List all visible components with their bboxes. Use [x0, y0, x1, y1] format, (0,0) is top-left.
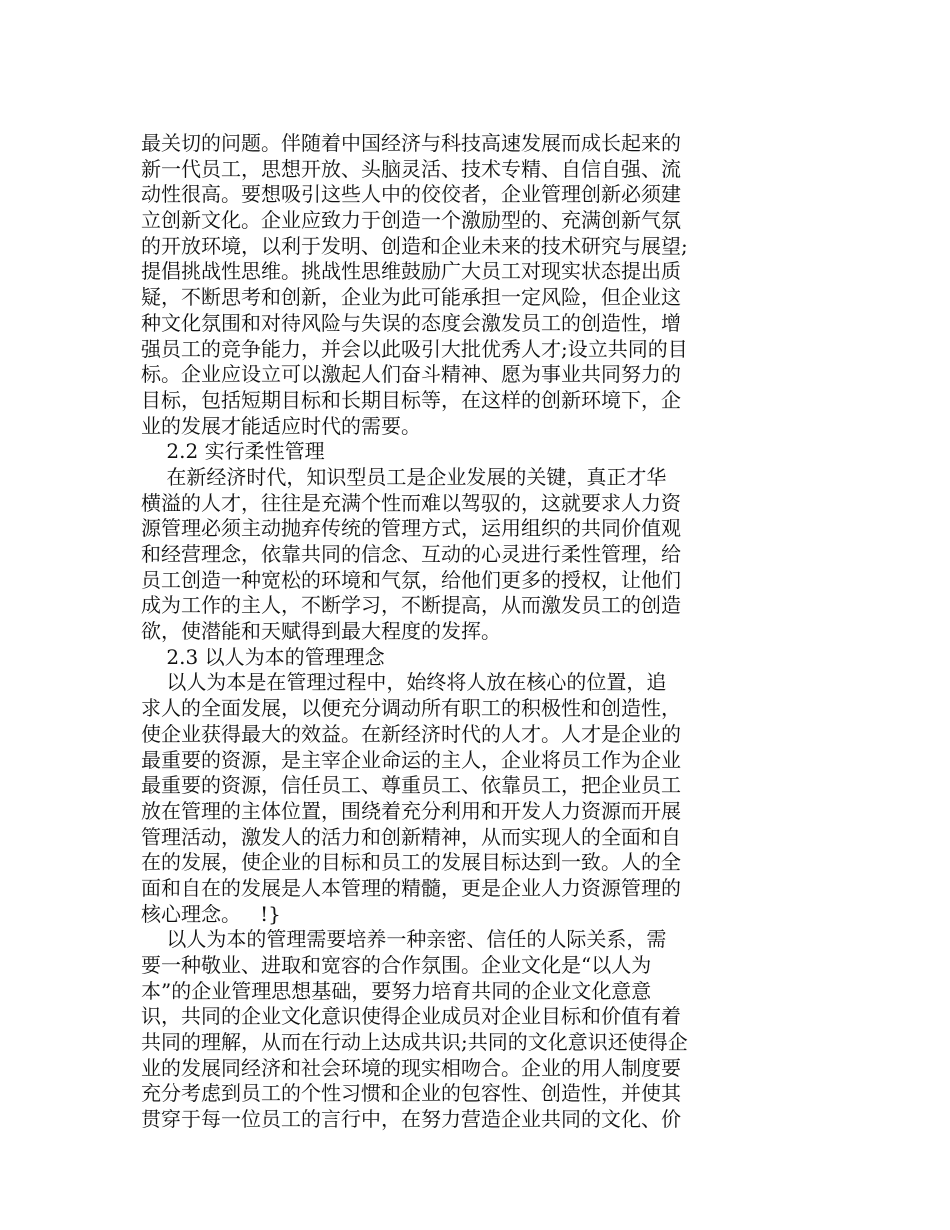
text-line: 面和自在的发展是人本管理的精髓，更是企业人力资源管理的 — [141, 875, 681, 900]
text-line: 欲，使潜能和天赋得到最大程度的发挥。 — [141, 619, 501, 644]
text-line: 业的发展才能适应时代的需要。 — [141, 413, 421, 438]
body-text — [141, 131, 751, 1133]
text-line: 横溢的人才，往往是充满个性而难以驾驭的，这就要求人力资 — [141, 490, 681, 515]
text-line: 本”的企业管理思想基础，要努力培育共同的企业文化意意 — [141, 978, 652, 1003]
text-line: 贯穿于每一位员工的言行中，在努力营造企业共同的文化、价 — [141, 1107, 681, 1132]
text-line: 员工创造一种宽松的环境和气氛，给他们更多的授权，让他们 — [141, 567, 681, 592]
text-line: 核心理念。 !} — [141, 901, 281, 926]
text-line: 2.3 以人为本的管理理念 — [141, 644, 385, 669]
text-line: 充分考虑到员工的个性习惯和企业的包容性、创造性，并使其 — [141, 1081, 681, 1106]
text-line: 在的发展，使企业的目标和员工的发展目标达到一致。人的全 — [141, 850, 681, 875]
text-line: 种文化氛围和对待风险与失误的态度会激发员工的创造性，增 — [141, 310, 681, 335]
text-line: 目标，包括短期目标和长期目标等，在这样的创新环境下，企 — [141, 387, 681, 412]
text-line: 共同的理解，从而在行动上达成共识;共同的文化意识还使得企 — [141, 1030, 688, 1055]
text-line: 放在管理的主体位置，围绕着充分利用和开发人力资源而开展 — [141, 798, 681, 823]
text-line: 最重要的资源，信任员工、尊重员工、依靠员工，把企业员工 — [141, 773, 681, 798]
text-line: 最重要的资源，是主宰企业命运的主人，企业将员工作为企业 — [141, 747, 681, 772]
text-line: 成为工作的主人，不断学习，不断提高，从而激发员工的创造 — [141, 593, 681, 618]
text-line: 标。企业应设立可以激起人们奋斗精神、愿为事业共同努力的 — [141, 362, 681, 387]
text-line: 强员工的竞争能力，并会以此吸引大批优秀人才;设立共同的目 — [141, 336, 688, 361]
text-line: 以人为本的管理需要培养一种亲密、信任的人际关系，需 — [141, 927, 667, 952]
text-line: 2.2 实行柔性管理 — [141, 439, 325, 464]
text-line: 提倡挑战性思维。挑战性思维鼓励广大员工对现实状态提出质 — [141, 259, 681, 284]
text-line: 的开放环境，以利于发明、创造和企业未来的技术研究与展望; — [141, 233, 688, 258]
text-line: 新一代员工，思想开放、头脑灵活、技术专精、自信自强、流 — [141, 156, 681, 181]
text-line: 以人为本是在管理过程中，始终将人放在核心的位置，追 — [141, 670, 667, 695]
text-line: 求人的全面发展，以便充分调动所有职工的积极性和创造性， — [141, 696, 681, 721]
text-line: 管理活动，激发人的活力和创新精神，从而实现人的全面和自 — [141, 824, 681, 849]
text-line: 立创新文化。企业应致力于创造一个激励型的、充满创新气氛 — [141, 208, 681, 233]
text-line: 识，共同的企业文化意识使得企业成员对企业目标和价值有着 — [141, 1004, 681, 1029]
text-line: 在新经济时代，知识型员工是企业发展的关键，真正才华 — [141, 464, 667, 489]
text-line: 和经营理念，依靠共同的信念、互动的心灵进行柔性管理，给 — [141, 542, 681, 566]
text-line: 疑，不断思考和创新，企业为此可能承担一定风险，但企业这 — [141, 285, 681, 310]
text-line: 业的发展同经济和社会环境的现实相吻合。企业的用人制度要 — [141, 1055, 681, 1080]
text-line: 最关切的问题。伴随着中国经济与科技高速发展而成长起来的 — [141, 131, 681, 155]
text-line: 要一种敬业、进取和宽容的合作氛围。企业文化是“以人为 — [141, 953, 652, 977]
text-line: 动性很高。要想吸引这些人中的佼佼者，企业管理创新必须建 — [141, 182, 681, 207]
text-line: 源管理必须主动抛弃传统的管理方式，运用组织的共同价值观 — [141, 516, 681, 541]
text-line: 使企业获得最大的效益。在新经济时代的人才。人才是企业的 — [141, 721, 681, 746]
